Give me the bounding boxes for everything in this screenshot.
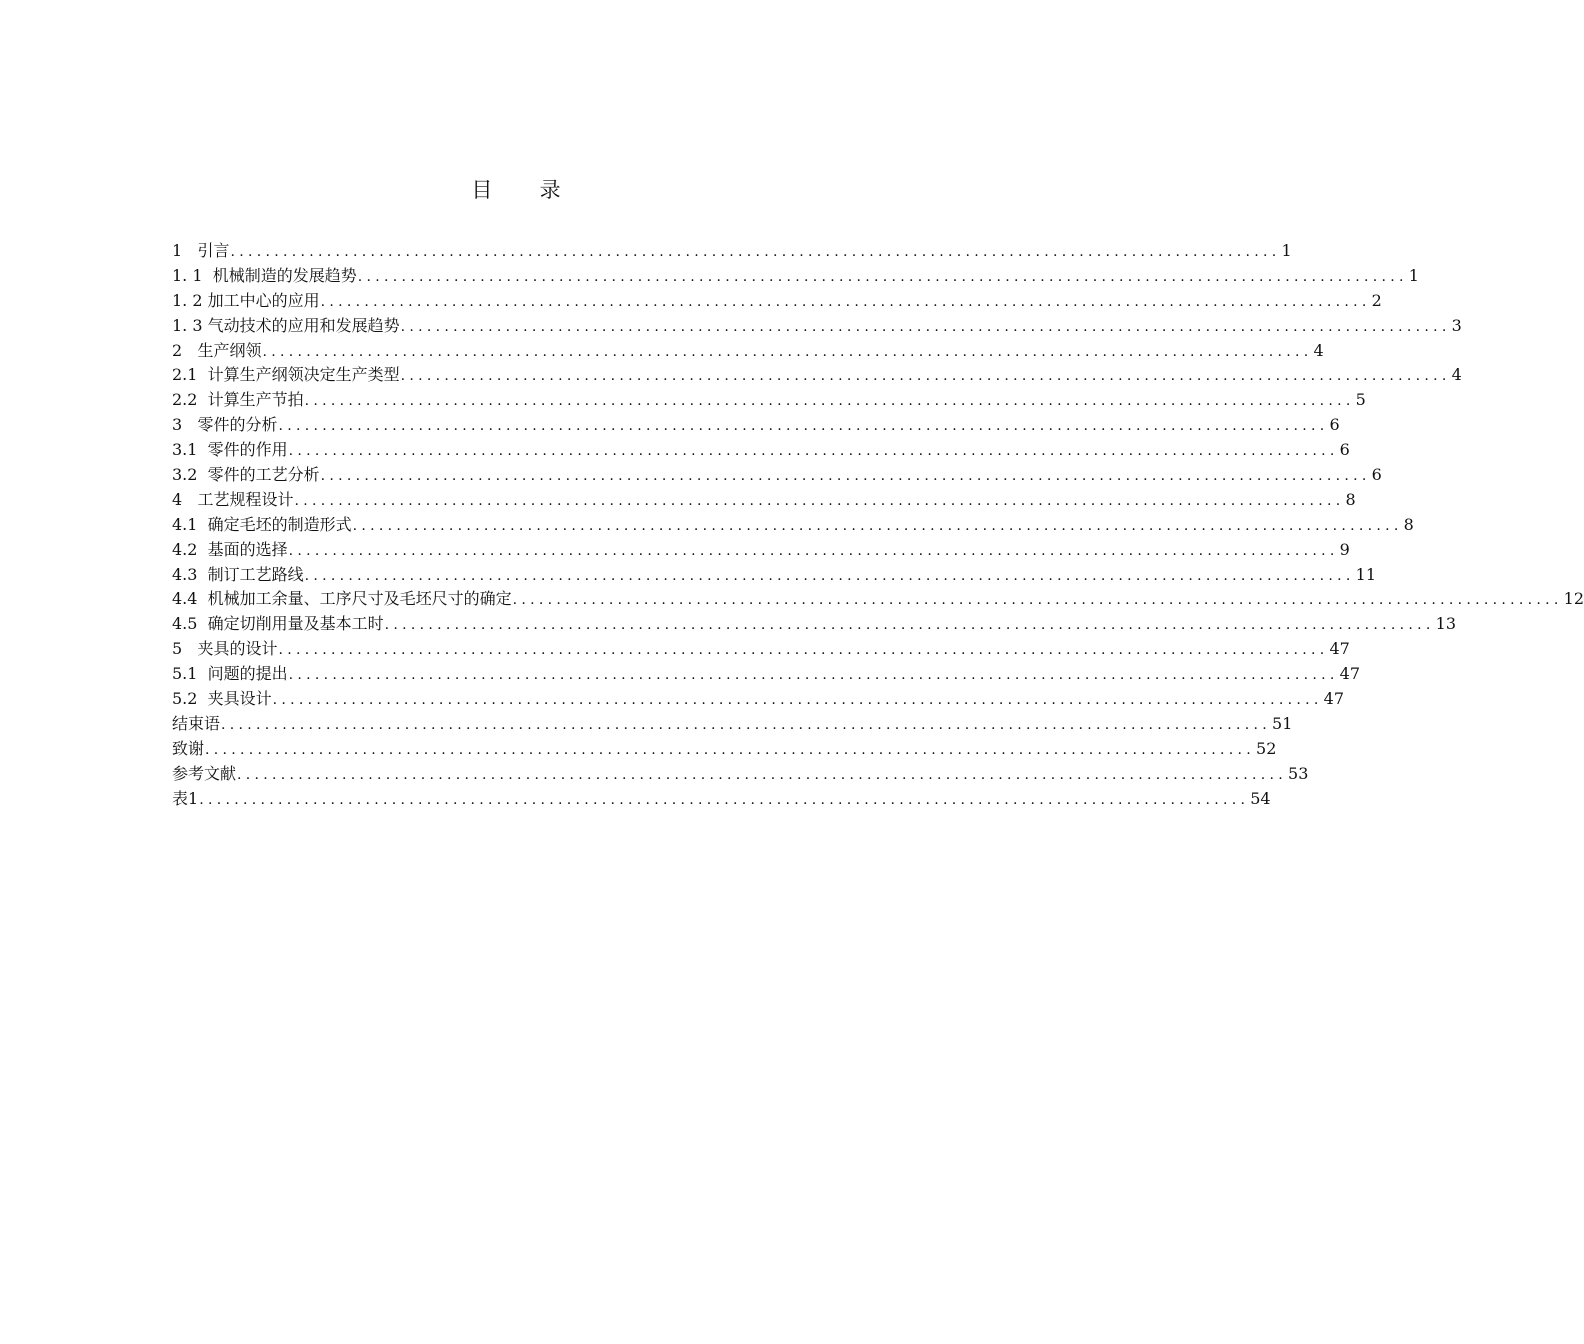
toc-entry[interactable] (172, 314, 1462, 339)
toc-entry-label: 4.3 制订工艺路线 (172, 564, 304, 584)
toc-leader-dots: ........................................................................................................................ (199, 791, 1250, 808)
toc-entry-label: 4.5 确定切削用量及基本工时 (172, 614, 384, 634)
table-of-contents (172, 239, 1584, 811)
toc-entry[interactable] (172, 388, 1366, 413)
toc-leader-dots: ........................................................................................................................ (230, 244, 1281, 260)
toc-entry[interactable] (172, 413, 1340, 438)
toc-leader-dots: ........................................................................................................................ (304, 567, 1355, 584)
toc-page-number: 52 (1256, 738, 1277, 758)
toc-page-number: 51 (1272, 713, 1293, 733)
toc-entry[interactable] (172, 538, 1350, 563)
toc-entry-label: 3 零件的分析 (172, 415, 278, 435)
toc-entry-label: 1. 2 加工中心的应用 (172, 290, 320, 310)
toc-entry-label: 1. 3 气动技术的应用和发展趋势 (172, 315, 400, 335)
toc-leader-dots: ........................................................................................................................ (221, 716, 1272, 733)
toc-page-number: 47 (1323, 689, 1345, 709)
toc-page-number: 53 (1288, 763, 1309, 783)
toc-entry-label: 4.2 基面的选择 (172, 539, 288, 559)
toc-page-number: 54 (1250, 788, 1271, 808)
toc-leader-dots: ........................................................................................................................ (400, 368, 1451, 385)
toc-page-number: 4 (1313, 340, 1324, 360)
toc-leader-dots: ........................................................................................................................ (400, 318, 1451, 335)
toc-leader-dots: ........................................................................................................................ (205, 741, 1256, 758)
page-title: 目 录 (471, 178, 563, 202)
toc-leader-dots: ........................................................................................................................ (384, 617, 1435, 634)
toc-entry[interactable] (172, 339, 1324, 364)
toc-leader-dots: ........................................................................................................................ (288, 542, 1339, 559)
toc-entry[interactable] (172, 687, 1345, 712)
toc-leader-dots: ........................................................................................................................ (237, 766, 1288, 783)
toc-entry[interactable] (172, 264, 1419, 289)
toc-entry[interactable] (172, 612, 1457, 637)
toc-leader-dots: ........................................................................................................................ (320, 468, 1371, 485)
toc-entry-label: 结束语 (172, 713, 221, 733)
toc-leader-dots: ........................................................................................................................ (262, 343, 1313, 360)
toc-leader-dots: ........................................................................................................................ (288, 667, 1339, 684)
toc-entry-label: 2.2 计算生产节拍 (172, 390, 304, 410)
toc-page-number: 5 (1355, 390, 1366, 410)
toc-entry-label: 2 生产纲领 (172, 340, 262, 360)
toc-entry-label: 5.2 夹具设计 (172, 689, 272, 709)
toc-page-number: 8 (1403, 514, 1414, 534)
toc-leader-dots: ........................................................................................................................ (278, 642, 1329, 659)
toc-entry[interactable] (172, 637, 1350, 662)
toc-entry[interactable] (172, 737, 1277, 762)
toc-entry-label: 5.1 问题的提出 (172, 664, 288, 684)
toc-entry-label: 4.1 确定毛坯的制造形式 (172, 514, 352, 534)
toc-page-number: 1 (1281, 241, 1292, 260)
toc-entry[interactable] (172, 463, 1382, 488)
toc-entry-label: 5 夹具的设计 (172, 639, 278, 659)
toc-entry-label: 表1 (172, 788, 199, 808)
toc-page-number: 6 (1371, 465, 1382, 485)
toc-entry-label: 1 引言 (172, 241, 230, 260)
toc-entry[interactable] (172, 787, 1271, 812)
toc-page-number: 1 (1408, 265, 1419, 285)
toc-leader-dots: ........................................................................................................................ (320, 293, 1371, 310)
toc-entry-label: 1. 1 机械制造的发展趋势 (172, 265, 357, 285)
toc-leader-dots: ........................................................................................................................ (352, 517, 1403, 534)
toc-entry[interactable] (172, 239, 1292, 264)
toc-leader-dots: ........................................................................................................................ (304, 393, 1355, 410)
toc-entry[interactable] (172, 762, 1309, 787)
toc-entry-label: 参考文献 (172, 763, 237, 783)
toc-leader-dots: ........................................................................................................................ (294, 492, 1345, 509)
toc-entry[interactable] (172, 712, 1293, 737)
toc-entry[interactable] (172, 438, 1350, 463)
toc-page-number: 6 (1329, 415, 1340, 435)
toc-page-number: 2 (1371, 290, 1382, 310)
toc-entry-label: 4.4 机械加工余量、工序尺寸及毛坯尺寸的确定 (172, 589, 512, 609)
toc-entry[interactable] (172, 289, 1382, 314)
toc-entry[interactable] (172, 513, 1414, 538)
toc-entry-label: 2.1 计算生产纲领决定生产类型 (172, 365, 400, 385)
toc-entry-label: 4 工艺规程设计 (172, 489, 294, 509)
toc-page-number: 6 (1339, 440, 1350, 460)
toc-page-number: 11 (1355, 564, 1377, 584)
toc-entry[interactable] (172, 587, 1584, 612)
toc-page-number: 8 (1345, 489, 1356, 509)
toc-entry[interactable] (172, 488, 1356, 513)
toc-leader-dots: ........................................................................................................................ (288, 443, 1339, 460)
toc-page-number: 4 (1451, 365, 1462, 385)
toc-entry[interactable] (172, 363, 1462, 388)
toc-page-number: 47 (1339, 664, 1361, 684)
toc-page-number: 47 (1329, 639, 1350, 659)
toc-leader-dots: ........................................................................................................................ (512, 592, 1563, 609)
toc-entry-label: 3.1 零件的作用 (172, 440, 288, 460)
toc-page-number: 3 (1451, 315, 1462, 335)
toc-entry-label: 3.2 零件的工艺分析 (172, 465, 320, 485)
toc-leader-dots: ........................................................................................................................ (357, 268, 1408, 285)
toc-page-number: 9 (1339, 539, 1350, 559)
toc-page-number: 13 (1435, 614, 1457, 634)
toc-entry[interactable] (172, 662, 1361, 687)
toc-leader-dots: ........................................................................................................................ (272, 692, 1323, 709)
toc-entry-label: 致谢 (172, 738, 205, 758)
toc-page-number: 12 (1563, 589, 1584, 609)
toc-leader-dots: ........................................................................................................................ (278, 418, 1329, 435)
toc-entry[interactable] (172, 563, 1377, 588)
